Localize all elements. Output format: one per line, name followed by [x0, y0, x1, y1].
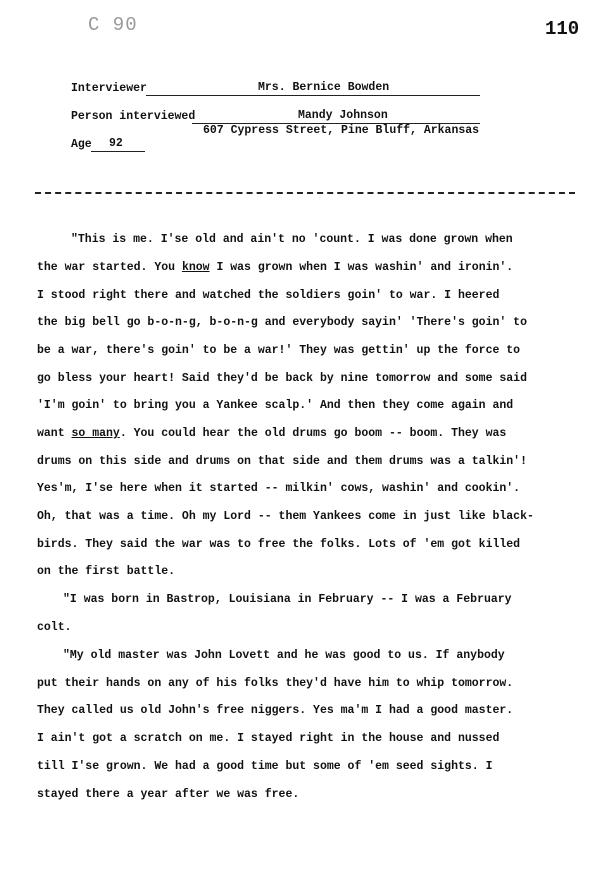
- address: 607 Cypress Street, Pine Bluff, Arkansas: [203, 124, 480, 137]
- text-run: the war started. You: [37, 261, 182, 274]
- age-label: Age: [71, 138, 92, 151]
- person-interviewed-value: Mandy Johnson: [298, 109, 388, 122]
- paragraph-line: drums on this side and drums on that side and them drums was a talkin'!: [37, 455, 527, 468]
- interviewer-label: Interviewer: [71, 82, 147, 95]
- interviewer-underline: [146, 95, 480, 96]
- age-underline: [91, 151, 145, 152]
- paragraph-line: put their hands on any of his folks they'd have him to whip tomorrow.: [37, 677, 514, 690]
- paragraph-line: [37, 427, 506, 440]
- paragraph-line: They called us old John's free niggers. Yes ma'm I had a good master.: [37, 704, 514, 717]
- text-run: want: [37, 427, 72, 440]
- paragraph-line: go bless your heart! Said they'd be back by nine tomorrow and some said: [37, 372, 527, 385]
- paragraph-line: be a war, there's goin' to be a war!' They was gettin' up the force to: [37, 344, 521, 357]
- paragraph-line: stayed there a year after we was free.: [37, 788, 300, 801]
- paragraph-line: [37, 261, 513, 274]
- paragraph-line: Oh, that was a time. Oh my Lord -- them Yankees come in just like black-: [37, 510, 534, 523]
- archive-stamp: C 90: [88, 14, 138, 36]
- paragraph-line: 'I'm goin' to bring you a Yankee scalp.' And then they come again and: [37, 399, 514, 412]
- text-run: I was grown when I was washin' and ironin'.: [209, 261, 514, 274]
- paragraph-line: till I'se grown. We had a good time but some of 'em seed sights. I: [37, 760, 493, 773]
- age-value: 92: [109, 137, 123, 150]
- underlined-word: know: [181, 261, 210, 274]
- interviewer-value: Mrs. Bernice Bowden: [258, 81, 390, 94]
- underlined-phrase: so many: [71, 427, 120, 440]
- page-number: 110: [545, 18, 580, 40]
- person-interviewed-label: Person interviewed: [71, 110, 196, 123]
- text-run: . You could hear the old drums go boom -- boom. They was: [119, 427, 507, 440]
- paragraph-line: I stood right there and watched the soldiers goin' to war. I heered: [37, 289, 500, 302]
- paragraph-line: the big bell go b-o-n-g, b-o-n-g and everybody sayin' 'There's goin' to: [37, 316, 527, 329]
- paragraph-line: colt.: [37, 621, 72, 634]
- paragraph-line: I ain't got a scratch on me. I stayed right in the house and nussed: [37, 732, 500, 745]
- paragraph-line: birds. They said the war was to free the folks. Lots of 'em got killed: [37, 538, 521, 551]
- paragraph-line: "This is me. I'se old and ain't no 'count. I was done grown when: [71, 233, 513, 246]
- paragraph-line: on the first battle.: [37, 565, 176, 578]
- section-divider: [35, 192, 575, 194]
- paragraph-line: "I was born in Bastrop, Louisiana in February -- I was a February: [63, 593, 512, 606]
- paragraph-line: Yes'm, I'se here when it started -- milkin' cows, washin' and cookin'.: [37, 482, 521, 495]
- paragraph-line: "My old master was John Lovett and he was good to us. If anybody: [63, 649, 505, 662]
